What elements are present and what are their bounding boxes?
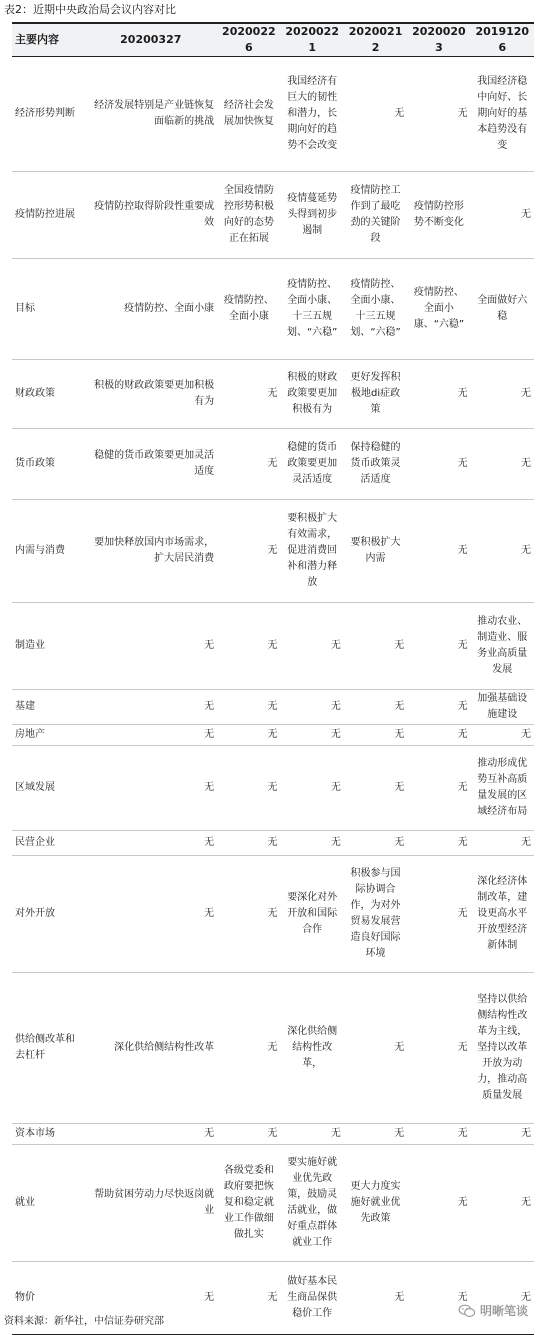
- header-cell-date: 20191206: [471, 23, 534, 57]
- table-cell: 无: [84, 856, 217, 973]
- table-cell: 无: [407, 831, 470, 856]
- table-row: [12, 1124, 534, 1145]
- row-label: 区域发展: [12, 746, 84, 831]
- table-cell: 无: [84, 746, 217, 831]
- table-cell: 推动形成优势互补高质量发展的区域经济布局: [471, 746, 534, 831]
- table-cell: 无: [344, 1124, 407, 1145]
- table-cell: 要深化对外开放和国际合作: [281, 856, 344, 973]
- table-cell: 无: [217, 500, 280, 603]
- row-label: 疫情防控进展: [12, 172, 84, 259]
- table-row: [12, 603, 534, 690]
- header-cell-date: 20200203: [407, 23, 470, 57]
- table-cell: 无: [217, 360, 280, 429]
- table-cell: 全国疫情防控形势积极向好的态势正在拓展: [217, 172, 280, 259]
- row-label: 内需与消费: [12, 500, 84, 603]
- table-cell: 无: [84, 603, 217, 690]
- table-cell: 我国经济有巨大的韧性和潜力，长期向好的趋势不会改变: [281, 57, 344, 172]
- table-cell: 无: [344, 603, 407, 690]
- table-cell: 更好发挥积极地di症政策: [344, 360, 407, 429]
- table-cell: 无: [84, 1262, 217, 1335]
- table-cell: 无: [344, 746, 407, 831]
- table-cell: 无: [84, 1124, 217, 1145]
- table-cell: 经济社会发展加快恢复: [217, 57, 280, 172]
- comparison-table: [12, 22, 534, 1335]
- row-label: 财政政策: [12, 360, 84, 429]
- wechat-icon: [458, 1304, 476, 1318]
- table-cell: 无: [217, 1124, 280, 1145]
- table-title: 表2：近期中央政治局会议内容对比: [4, 3, 176, 16]
- source-note: 资料来源：新华社，中信证券研究部: [4, 1316, 164, 1327]
- table-cell: 要积极扩大有效需求，促进消费回补和潜力释放: [281, 500, 344, 603]
- table-cell: 疫情防控工作到了最吃劲的关键阶段: [344, 172, 407, 259]
- header-cell-topic: 主要内容: [12, 23, 84, 57]
- table-cell: 无: [344, 831, 407, 856]
- table-cell: 无: [407, 1145, 470, 1262]
- table-cell: 无: [281, 690, 344, 725]
- table-cell: 要实施好就业优先政策，鼓励灵活就业，做好重点群体就业工作: [281, 1145, 344, 1262]
- table-cell: 全面做好六稳: [471, 259, 534, 360]
- table-cell: 无: [217, 429, 280, 500]
- row-label: 资本市场: [12, 1124, 84, 1145]
- table-cell: 疫情防控、全面小康、十三五规划、“六稳”: [344, 259, 407, 360]
- table-cell: 无: [217, 856, 280, 973]
- table-cell: 无: [281, 603, 344, 690]
- table-cell: 做好基本民生商品保供稳价工作: [281, 1262, 344, 1335]
- table-cell: 加强基础设施建设: [471, 690, 534, 725]
- row-label: 就业: [12, 1145, 84, 1262]
- table-cell: 积极的财政政策要更加积极有为: [84, 360, 217, 429]
- table-cell: 无: [217, 746, 280, 831]
- row-label: 制造业: [12, 603, 84, 690]
- table-cell: 无: [471, 360, 534, 429]
- table-cell: 要加快释放国内市场需求，扩大居民消费: [84, 500, 217, 603]
- table-row: [12, 725, 534, 746]
- table-cell: 更大力度实施好就业优先政策: [344, 1145, 407, 1262]
- table-cell: 无: [407, 500, 470, 603]
- header-cell-date: 20200212: [344, 23, 407, 57]
- table-row: [12, 259, 534, 360]
- table-cell: 无: [407, 360, 470, 429]
- table-cell: 无: [471, 500, 534, 603]
- table-cell: 无: [217, 831, 280, 856]
- table-cell: 无: [217, 973, 280, 1124]
- table-cell: 稳健的货币政策要更加灵活适度: [84, 429, 217, 500]
- table-cell: 无: [281, 725, 344, 746]
- table-cell: 无: [281, 746, 344, 831]
- table-cell: 各级党委和政府要把恢复和稳定就业工作做细做扎实: [217, 1145, 280, 1262]
- table-cell: 无: [217, 603, 280, 690]
- table-cell: 疫情防控、全面小康: [84, 259, 217, 360]
- table-cell: 无: [471, 429, 534, 500]
- table-cell: 深化经济体制改革，建设更高水平开放型经济新体制: [471, 856, 534, 973]
- table-row: [12, 690, 534, 725]
- table-cell: 积极的财政政策要更加积极有为: [281, 360, 344, 429]
- row-label: 基建: [12, 690, 84, 725]
- table-row: [12, 500, 534, 603]
- header-cell-date: 20200221: [281, 23, 344, 57]
- table-row: [12, 973, 534, 1124]
- watermark-text: 明晰笔谈: [480, 1304, 529, 1318]
- table-cell: 无: [344, 690, 407, 725]
- table-cell: 无: [281, 1124, 344, 1145]
- table-cell: 我国经济稳中向好、长期向好的基本趋势没有变: [471, 57, 534, 172]
- table-row: [12, 831, 534, 856]
- row-label: 经济形势判断: [12, 57, 84, 172]
- table-cell: 无: [407, 429, 470, 500]
- table-cell: 无: [281, 831, 344, 856]
- watermark: [458, 1302, 528, 1319]
- table-cell: 无: [471, 1124, 534, 1145]
- table-cell: 保持稳健的货币政策灵活适度: [344, 429, 407, 500]
- table-row: [12, 429, 534, 500]
- table-cell: 无: [344, 725, 407, 746]
- table-cell: 无: [84, 690, 217, 725]
- table-cell: 疫情防控、全面小康、“六稳”: [407, 259, 470, 360]
- table-cell: 疫情蔓延势头得到初步遏制: [281, 172, 344, 259]
- table-cell: 无: [84, 831, 217, 856]
- table-cell: 帮助贫困劳动力尽快返岗就业: [84, 1145, 217, 1262]
- table-cell: 无: [217, 1262, 280, 1335]
- table-cell: 无: [344, 1262, 407, 1335]
- table-cell: 无: [471, 172, 534, 259]
- table-cell: 深化供给侧结构性改革: [84, 973, 217, 1124]
- table-cell: 坚持以供给侧结构性改革为主线，坚持以改革开放为动力，推动高质量发展: [471, 973, 534, 1124]
- table-cell: 无: [407, 746, 470, 831]
- table-cell: 无: [344, 973, 407, 1124]
- table-cell: 无: [471, 725, 534, 746]
- table-cell: 无: [407, 1262, 470, 1335]
- table-cell: 无: [471, 1262, 534, 1335]
- table-cell: 稳健的货币政策要更加灵活适度: [281, 429, 344, 500]
- table-cell: 无: [471, 1145, 534, 1262]
- table-cell: 要积极扩大内需: [344, 500, 407, 603]
- table-cell: 疫情防控取得阶段性重要成效: [84, 172, 217, 259]
- table-cell: 无: [407, 690, 470, 725]
- row-label: 货币政策: [12, 429, 84, 500]
- header-cell-date: 20200327: [84, 23, 217, 57]
- table-cell: 无: [407, 725, 470, 746]
- table-cell: 经济发展特别是产业链恢复面临新的挑战: [84, 57, 217, 172]
- table-row: [12, 856, 534, 973]
- row-label: 物价: [12, 1262, 84, 1335]
- table-row: [12, 360, 534, 429]
- table-row: [12, 746, 534, 831]
- table-cell: 无: [407, 57, 470, 172]
- table-cell: 深化供给侧结构性改革，: [281, 973, 344, 1124]
- table-row: [12, 57, 534, 172]
- table-cell: 无: [344, 57, 407, 172]
- row-label: 房地产: [12, 725, 84, 746]
- table-cell: 无: [407, 603, 470, 690]
- table-cell: 无: [217, 690, 280, 725]
- table-cell: 无: [407, 856, 470, 973]
- table-row: [12, 172, 534, 259]
- table-cell: 疫情防控形势不断变化: [407, 172, 470, 259]
- table-cell: 疫情防控、全面小康、十三五规划、“六稳”: [281, 259, 344, 360]
- row-label: 目标: [12, 259, 84, 360]
- table-cell: 无: [84, 725, 217, 746]
- header-cell-date: 20200226: [217, 23, 280, 57]
- table-cell: 疫情防控、全面小康: [217, 259, 280, 360]
- row-label: 供给侧改革和去杠杆: [12, 973, 84, 1124]
- table-cell: 无: [471, 831, 534, 856]
- table-cell: 无: [407, 1124, 470, 1145]
- row-label: 对外开放: [12, 856, 84, 973]
- table-cell: 无: [217, 725, 280, 746]
- row-label: 民营企业: [12, 831, 84, 856]
- table-row: [12, 1145, 534, 1262]
- table-cell: 积极参与国际协调合作，为对外贸易发展营造良好国际环境: [344, 856, 407, 973]
- header-row: [12, 23, 534, 57]
- table-cell: 推动农业、制造业、服务业高质量发展: [471, 603, 534, 690]
- table-cell: 无: [407, 973, 470, 1124]
